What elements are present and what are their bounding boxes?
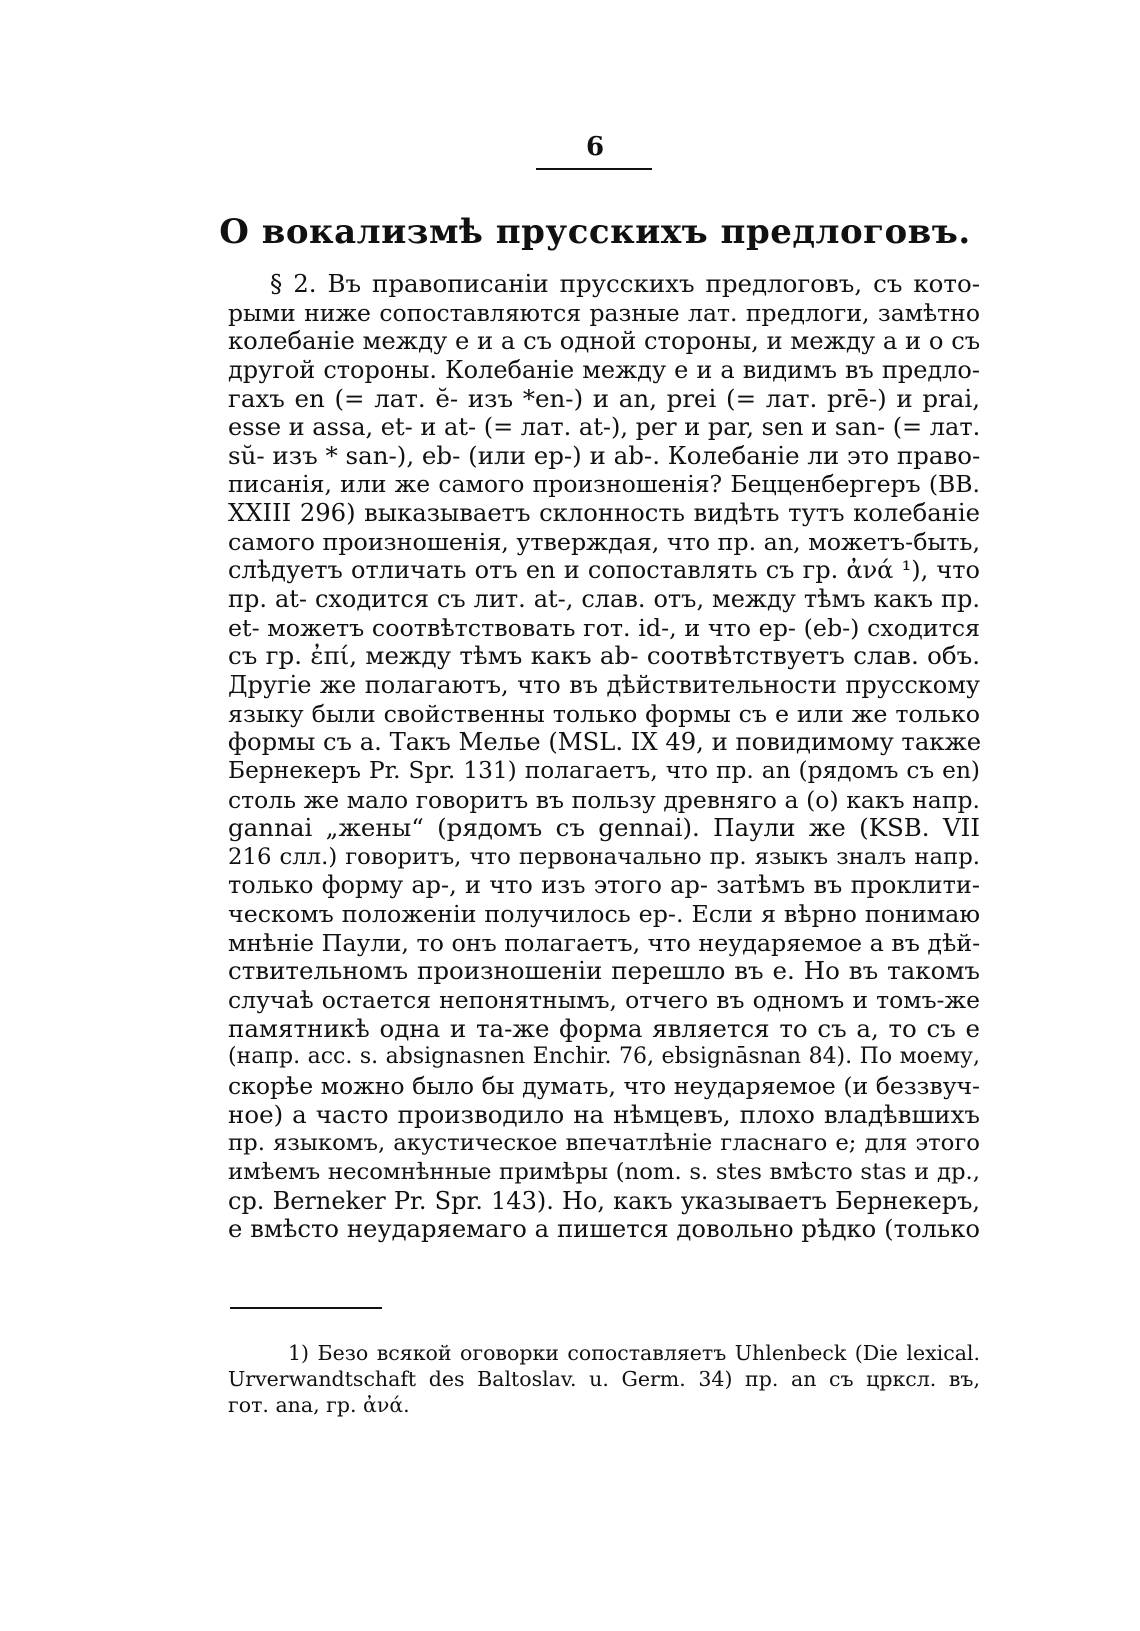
text-line: языку были свойственны только формы съ e или же только: [228, 699, 980, 728]
body-text: [228, 270, 980, 1244]
text-line: памятникѣ одна и та-же форма является то съ a, то съ e: [228, 1013, 980, 1043]
text-line: другой стороны. Колебанiе между e и a видимъ въ предло-: [228, 355, 980, 384]
footnote-line: 1) Безо всякой оговорки сопоставляетъ Uhlenbeck (Die lexical.: [288, 1341, 980, 1365]
text-line: писанiя, или же самого произношенiя? Бецценбергеръ (BB.: [228, 470, 980, 499]
text-line: мнѣнiе Паули, то онъ полагаетъ, что неударяемое a въ дѣй-: [228, 928, 981, 957]
text-line: слѣдуетъ отличать отъ en и сопоставлять съ гр. ἀνά ¹), что: [228, 556, 980, 585]
text-line: ческомъ положенiи получилось ep-. Если я вѣрно понимаю: [228, 900, 980, 929]
text-line: формы съ a. Такъ Мелье (MSL. IX 49, и повидимому также: [228, 727, 982, 757]
text-line: пр. языкомъ, акустическое впечатлѣнiе гласнаго e; для этого: [228, 1130, 980, 1157]
text-line: рыми ниже сопоставляются разные лат. предлоги, замѣтно: [228, 298, 980, 327]
text-line: пр. at- сходится съ лит. at-, слав. отъ, между тѣмъ какъ пр.: [228, 585, 980, 614]
text-line: случаѣ остается непонятнымъ, отчего въ одномъ и томъ-же: [228, 986, 980, 1015]
text-line: gannai „жены“ (рядомъ съ gennai). Паули же (KSB. VII: [228, 813, 980, 843]
text-line: ное) a часто производило на нѣмцевъ, плохо владѣвшихъ: [228, 1099, 980, 1129]
footnote: [228, 1340, 980, 1418]
text-line: esse и assa, et- и at- (= лат. at-), per и par, sen и san- (= лат.: [228, 413, 981, 442]
text-line: (напр. acc. s. absignasnen Enchir. 76, ebsignāsnan 84). По моему,: [228, 1044, 980, 1070]
text-line: только форму ap-, и что изъ этого ap- затѣмъ въ проклити-: [228, 871, 980, 900]
text-line: гахъ en (= лат. ĕ- изъ *en-) и an, prei (= лат. prē-) и prai,: [228, 383, 980, 413]
footnote-rule: [230, 1307, 382, 1309]
text-line: § 2. Въ правописанiи прусскихъ предлоговъ, съ кото-: [270, 269, 980, 298]
page-number-rule: [536, 168, 652, 170]
text-line: XXIII 296) выказываетъ склонность видѣть тутъ колебанiе: [228, 498, 980, 528]
footnote-line: гот. ana, гр. ἀνά.: [228, 1393, 410, 1417]
text-line: sŭ- изъ * san-), eb- (или ep-) и ab-. Колебанiе ли это право-: [228, 440, 981, 470]
section-title: О вокализмѣ прусскихъ предлоговъ.: [219, 212, 971, 252]
text-line: колебанiе между e и a съ одной стороны, и между a и o съ: [228, 326, 981, 356]
page-number: 6: [585, 132, 605, 162]
text-line: ср. Berneker Pr. Spr. 143). Но, какъ указываетъ Бернекеръ,: [228, 1186, 980, 1215]
text-line: скорѣе можно было бы думать, что неударяемое (и беззвуч-: [228, 1071, 980, 1100]
text-line: столь же мало говоритъ въ пользу древняго a (o) какъ напр.: [228, 785, 980, 814]
text-line: Другiе же полагаютъ, что въ дѣйствительности прусскому: [228, 670, 980, 699]
text-line: ствительномъ произношенiи перешло въ e. Но въ такомъ: [228, 956, 980, 986]
text-line: съ гр. ἐπί, между тѣмъ какъ ab- соотвѣтствуетъ слав. объ.: [228, 641, 980, 671]
text-line: самого произношенiя, утверждая, что пр. an, можетъ-быть,: [228, 527, 981, 556]
text-line: Бернекеръ Pr. Spr. 131) полагаетъ, что пр. an (рядомъ съ en): [228, 756, 980, 784]
footnote-line: Urverwandtschaft des Baltoslav. u. Germ. 34) пр. an съ цркcл. въ,: [228, 1367, 980, 1391]
text-line: et- можетъ соотвѣтствовать гот. id-, и что ep- (eb-) сходится: [228, 613, 980, 642]
text-line: e вмѣсто неударяемаго a пишется довольно рѣдко (только: [228, 1214, 980, 1244]
text-line: 216 слл.) говоритъ, что первоначально пр. языкъ зналъ напр.: [228, 843, 980, 870]
text-line: имѣемъ несомнѣнные примѣры (nom. s. stes вмѣсто stas и др.,: [228, 1158, 980, 1185]
